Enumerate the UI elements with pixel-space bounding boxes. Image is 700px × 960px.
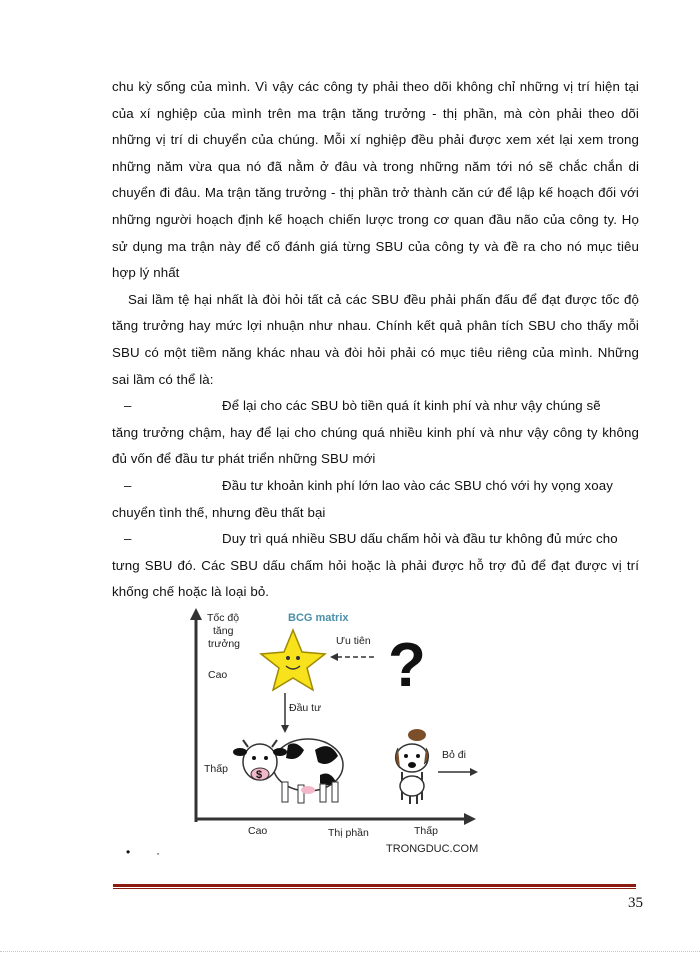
y-axis-label-line-1: Tốc độ: [207, 612, 240, 624]
x-low-label: Thấp: [414, 825, 438, 837]
dash-marker: –: [124, 477, 132, 493]
dash-marker: –: [124, 398, 132, 414]
mistake-item-2-rest: chuyển tình thế, nhưng đều thất bại: [112, 504, 326, 520]
y-axis-label-line-3: trưởng: [208, 638, 241, 650]
priority-arrow: [330, 653, 374, 661]
bullet-dot-small: ·: [156, 846, 160, 860]
mistake-item-3-first-line: Duy trì quá nhiều SBU dấu chấm hỏi và đầu tư không đủ mức cho: [222, 531, 618, 547]
priority-label: Ưu tiên: [336, 635, 371, 647]
y-axis-label-line-2: tăng: [213, 625, 234, 637]
invest-arrow: [281, 693, 289, 733]
drop-arrow: [438, 768, 478, 776]
dash-marker: –: [124, 531, 132, 547]
mistake-item-3-rest: tưng SBU đó. Các SBU dấu chấm hỏi hoặc là phải được hỗ trợ đủ để đạt được vị trí khống chế hoặc là loại bỏ.: [112, 557, 639, 600]
paragraph-2: Sai lầm tệ hại nhất là đòi hỏi tất cả các SBU đều phải phấn đấu để đạt được tốc độ tăng trưởng hay mức lợi nhuận như nhau. Chính kết quả phân tích SBU cho thấy mỗi SBU có một tiềm năng khác nhau và đòi hỏi phải có mục tiêu riêng của mình. Những sai lầm có thể là:: [112, 291, 639, 387]
cash-symbol: $: [256, 769, 263, 781]
y-high-label: Cao: [208, 669, 228, 681]
watermark: TRONGDUC.COM: [386, 843, 479, 855]
star-icon: [261, 630, 325, 690]
mistake-item-3: [112, 526, 639, 606]
bullet-dot: •: [126, 845, 131, 859]
page-number: 35: [628, 895, 643, 911]
y-low-label: Thấp: [204, 763, 228, 775]
footer-rule-thin: [113, 888, 636, 889]
mistake-item-2: [112, 473, 639, 526]
bcg-matrix-figure: [170, 600, 500, 860]
footer-rule-thick: [113, 884, 636, 887]
invest-label: Đầu tư: [289, 702, 322, 714]
dog-icon: [395, 729, 428, 804]
drop-label: Bỏ đi: [442, 749, 466, 761]
mistake-item-1: [112, 393, 639, 473]
cash-cow-icon: [233, 739, 343, 803]
body-text: [112, 74, 639, 606]
page-edge-divider: [0, 951, 700, 952]
mistake-item-2-first-line: Đầu tư khoản kinh phí lớn lao vào các SBU chó với hy vọng xoay: [222, 477, 614, 493]
x-axis-label: Thị phần: [328, 827, 369, 839]
mistake-item-1-rest: tăng trưởng chậm, hay để lại cho chúng quá nhiều kinh phí và như vậy công ty không đủ vốn để đầu tư phát triển những SBU mới: [112, 424, 639, 467]
question-mark-icon: ?: [388, 631, 426, 700]
figure-title: BCG matrix: [288, 612, 349, 624]
mistake-item-1-first-line: Để lại cho các SBU bò tiền quá ít kinh phí và như vậy chúng sẽ: [222, 398, 601, 414]
x-high-label: Cao: [248, 825, 268, 837]
paragraph-1: chu kỳ sống của mình. Vì vậy các công ty phải theo dõi không chỉ những vị trí hiện tại của xí nghiệp của mình trên ma trận tăng trưởng - thị phần, mà còn phải theo dõi những vị trí di chuyển của chúng. Mỗi xí nghiệp đều phải được xem xét lại xem trong những năm vừa qua nó đã nằm ở đâu và trong những năm tới nó sẽ chắc chắn di chuyển đi đâu. Ma trận tăng trưởng - thị phần trở thành căn cứ để lập kế hoạch đối với những người hoạch định kế hoạch chiến lược trong cơ quan đầu não của công ty. Họ sử dụng ma trận này để cố đánh giá từng SBU của công ty và đề ra cho nó mục tiêu hợp lý nhất: [112, 79, 639, 281]
